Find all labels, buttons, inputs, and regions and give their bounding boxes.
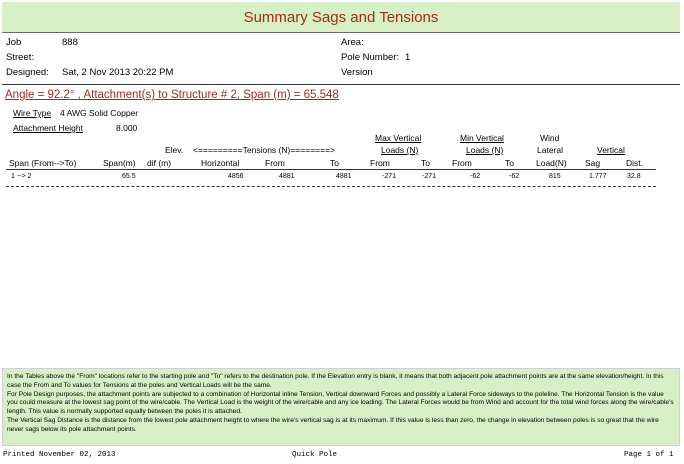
designed-label: Designed: <box>6 67 49 78</box>
col-span: Span (From-->To) <box>9 158 77 168</box>
col-dist: Dist. <box>626 158 643 168</box>
cell-span: 1 --> 2 <box>11 173 32 180</box>
cell-tension-to: 4881 <box>336 173 352 180</box>
tensions-header: <=========Tensions (N)========> <box>193 145 336 155</box>
col-horizontal: Horizontal <box>201 158 240 168</box>
pole-number-label: Pole Number: <box>341 52 400 63</box>
lateral-header: Lateral <box>537 145 563 155</box>
explanatory-note <box>2 368 680 446</box>
version-label: Version <box>341 67 373 78</box>
col-max-from: From <box>370 158 390 168</box>
cell-max-to: -271 <box>422 173 437 180</box>
wire-type-label: Wire Type <box>13 108 52 118</box>
col-min-from: From <box>452 158 472 168</box>
col-dif: dif (m) <box>147 158 172 168</box>
col-min-to: To <box>505 158 514 168</box>
table-header-divider <box>6 169 656 170</box>
min-vertical-header: Min Vertical <box>460 133 504 143</box>
span-angle-heading: Angle = 92.2° , Attachment(s) to Structure # 2, Span (m) = 65.548 <box>5 89 339 101</box>
note-paragraph: In the Tables above the "From" locations refer to the starting pole and "To" refers to the destination pole. If the Elevation entry is blank, it means that both adjacent pole attachment points are at the same elevation/height. In this case the From and To values for Tensions at the poles and Vertical Loads will be the same. <box>7 373 664 389</box>
pole-number-value: 1 <box>405 52 411 63</box>
area-label: Area: <box>341 37 364 48</box>
cell-min-from: -62 <box>470 173 481 180</box>
job-value: 888 <box>62 37 78 48</box>
cell-tension-from: 4881 <box>279 173 295 180</box>
cell-span-m: 65.5 <box>122 173 136 180</box>
wire-type-value: 4 AWG Solid Copper <box>60 108 139 118</box>
designed-value: Sat, 2 Nov 2013 20:22 PM <box>62 67 174 78</box>
table-end-divider <box>6 186 656 187</box>
min-vertical-units-header: Loads (N) <box>466 145 504 155</box>
max-vertical-units-header: Loads (N) <box>381 145 419 155</box>
attachment-height-label: Attachment Height <box>13 123 83 133</box>
col-sag: Sag <box>585 158 601 168</box>
printed-date: Printed November 02, 2013 <box>3 451 116 459</box>
cell-load: 815 <box>549 173 561 180</box>
header-divider <box>2 84 680 85</box>
page-number: Page 1 of 1 <box>624 451 674 459</box>
col-load: Load(N) <box>536 158 567 168</box>
street-label: Street: <box>6 52 34 63</box>
elev-header: Elev. <box>165 145 184 155</box>
job-label: Job <box>6 37 22 48</box>
cell-dist: 32.8 <box>627 173 641 180</box>
cell-max-from: -271 <box>382 173 397 180</box>
col-tension-from: From <box>265 158 285 168</box>
app-name: Quick Pole <box>292 451 338 459</box>
note-paragraph: The Vertical Sag Distance is the distance from the lowest pole attachment height to where the wire's vertical sag is at its maximum. If this value is less than zero, the change in elevation between poles is so great that the wire never sags below its pole attachment points. <box>7 416 659 433</box>
cell-min-to: -62 <box>509 173 520 180</box>
report-header <box>2 2 680 33</box>
note-paragraph: For Pole Design purposes, the attachment points are subjected to a combination of Horizontal inline Tension, Vertical downward Forces and possibly a Lateral Force sideways to the poleline. The Horizontal Tension is the value you could measure at the lowest sag point of the wire/cable. The Vertical Load is the weight of the wire/cable and any ice loading. The Lateral Forces would be from Wind and account for the total wind forces along the wire/cable's length. This value is normally supported equally between the poles it is attached. <box>7 390 674 416</box>
cell-horizontal: 4856 <box>228 173 244 180</box>
col-max-to: To <box>421 158 430 168</box>
wind-header: Wind <box>540 133 560 143</box>
col-tension-to: To <box>330 158 339 168</box>
attachment-height-value: 8.000 <box>116 123 138 133</box>
report-title: Summary Sags and Tensions <box>243 9 439 26</box>
cell-sag: 1.777 <box>589 173 607 180</box>
col-span-m: Span(m) <box>103 158 136 168</box>
max-vertical-header: Max Vertical <box>375 133 422 143</box>
vertical-header: Vertical <box>597 145 625 155</box>
